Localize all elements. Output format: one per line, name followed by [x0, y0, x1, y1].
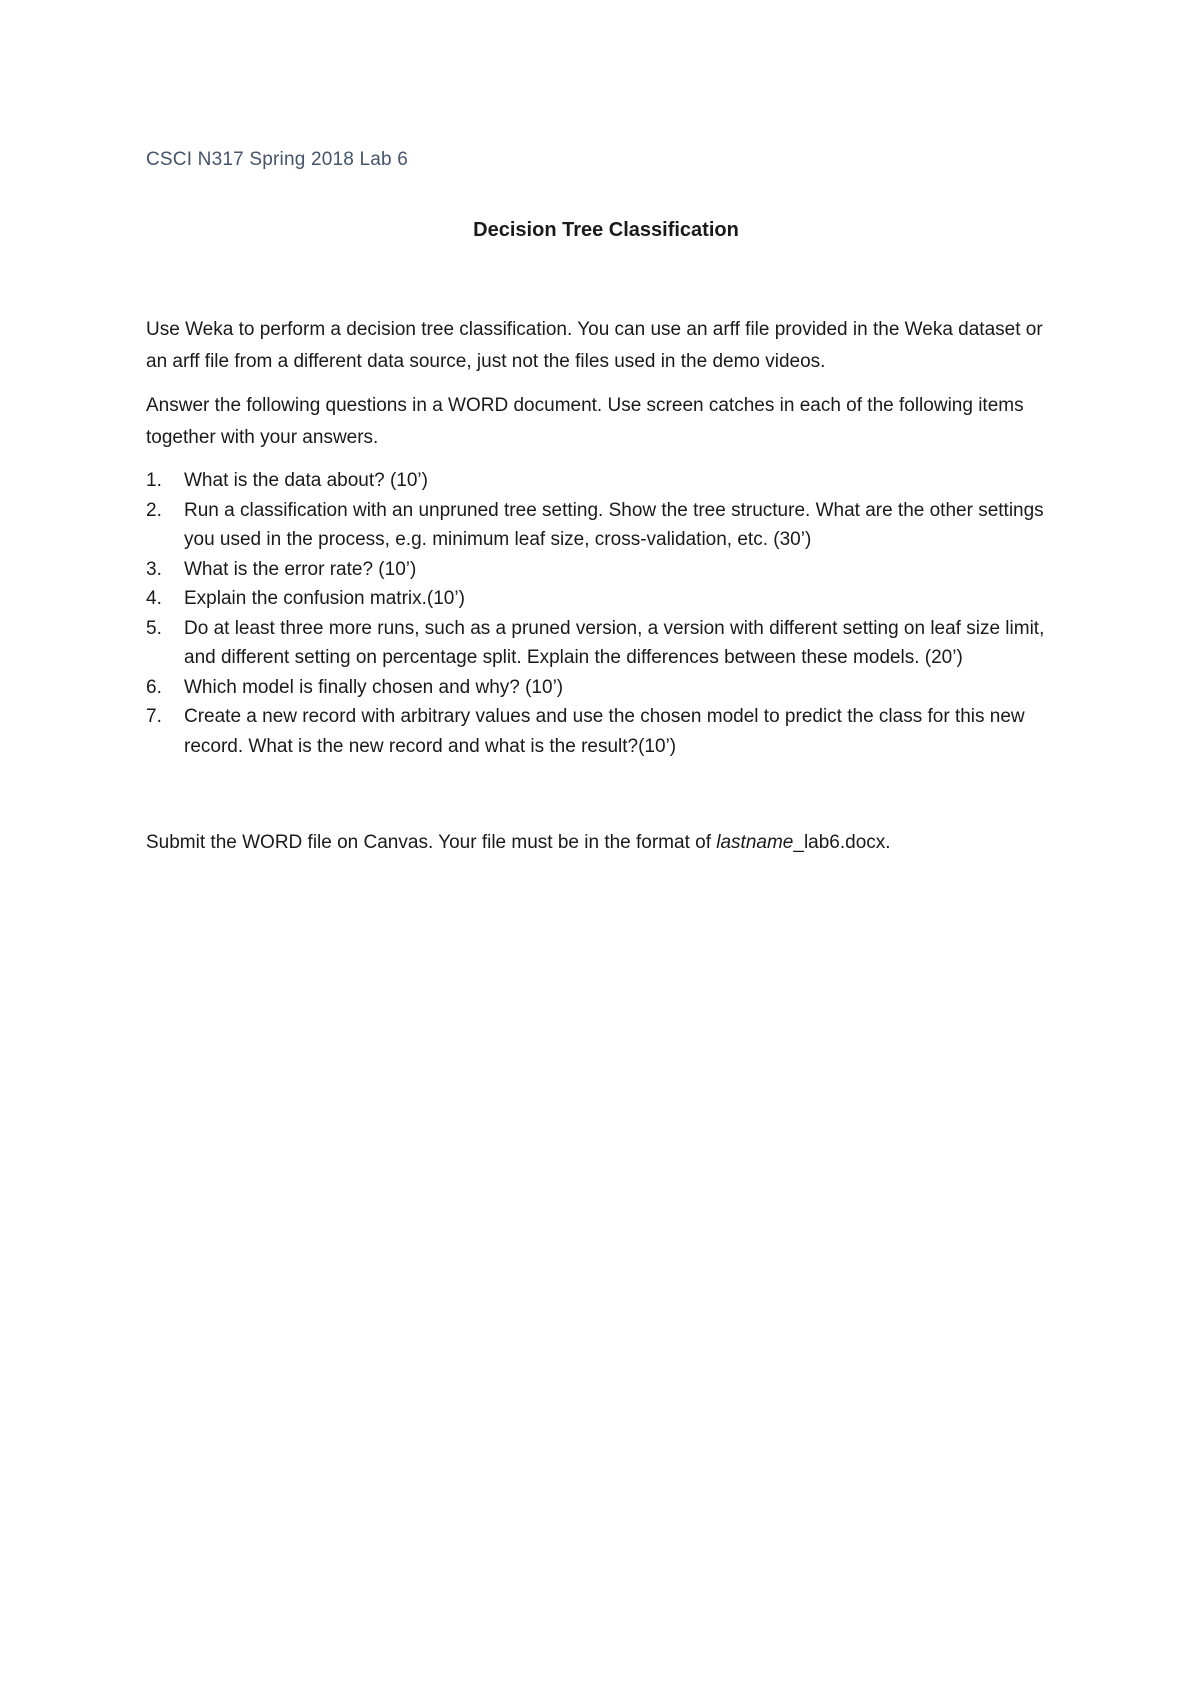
question-text: What is the data about? (10’): [184, 470, 428, 491]
question-text: Create a new record with arbitrary values and use the chosen model to predict the class for this new record. What is the new record and what is the result?(10’): [184, 706, 1025, 757]
question-number: 2.: [146, 499, 162, 521]
answer-instructions: Answer the following questions in a WORD document. Use screen catches in each of the following items together with your answers.: [146, 395, 1024, 448]
document-header: CSCI N317 Spring 2018 Lab 6: [146, 149, 409, 170]
question-number: 1.: [146, 470, 162, 491]
question-item: [146, 584, 1066, 614]
question-text: Which model is finally chosen and why? (10’): [184, 676, 564, 698]
question-item: [146, 614, 1066, 673]
document-title: Decision Tree Classification: [473, 219, 739, 241]
question-text: Explain the confusion matrix.(10’): [184, 588, 465, 609]
question-number: 7.: [146, 706, 162, 727]
question-item: [146, 466, 1066, 496]
question-item: [146, 496, 1066, 555]
submit-instructions: [146, 827, 1066, 859]
question-text: What is the error rate? (10’): [184, 558, 417, 580]
submit-prefix: Submit the WORD file on Canvas. Your file must be in the format of: [146, 832, 717, 853]
question-number: 5.: [146, 617, 162, 639]
question-list: [146, 466, 1066, 761]
question-number: 4.: [146, 588, 162, 609]
question-text: Run a classification with an unpruned tree setting. Show the tree structure. What are the other settings you used in the process, e.g. minimum leaf size, cross-validation, etc. (30’): [184, 499, 1044, 550]
question-item: [146, 673, 1066, 703]
question-text: Do at least three more runs, such as a pruned version, a version with different setting on leaf size limit, and different setting on percentage split. Explain the differences between these models. (20’): [184, 617, 1045, 668]
document-content: [146, 146, 1066, 859]
intro-paragraph: Use Weka to perform a decision tree classification. You can use an arff file provided in the Weka dataset or an arff file from a different data source, just not the files used in the demo videos.: [146, 319, 1043, 372]
question-number: 3.: [146, 558, 162, 580]
submit-filename-italic: lastname: [716, 832, 794, 853]
question-item: [146, 702, 1066, 761]
submit-suffix: _lab6.docx.: [793, 832, 891, 853]
question-number: 6.: [146, 676, 162, 698]
question-item: [146, 555, 1066, 585]
